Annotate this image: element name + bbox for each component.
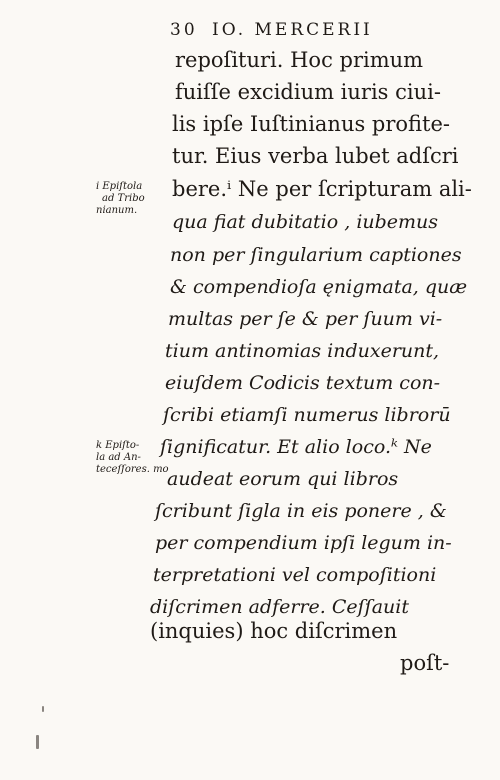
text-line: eiuſdem Codicis textum con-: [165, 372, 441, 394]
text-line: non per ſingularium captiones: [170, 244, 462, 266]
margin-note-line: teceſſores. mo: [96, 464, 169, 475]
text-line: tium antinomias induxerunt,: [165, 340, 440, 362]
text-line: fuiſſe excidium iuris ciui-: [175, 80, 441, 104]
text-line: tur. Eius verba lubet adſcri: [172, 144, 459, 168]
text-line: qua fiat dubitatio , iubemus: [172, 211, 439, 233]
text-line: multas per ſe & per ſuum vi-: [168, 308, 443, 330]
text-line: lis ipſe Iuſtinianus profite-: [172, 112, 451, 136]
text-line: poſt-: [400, 651, 450, 675]
margin-note-line: la ad An-: [96, 452, 141, 463]
margin-note: [96, 181, 145, 217]
text-line: ſignificatur. Et alio loco.ᵏ Ne: [160, 436, 432, 458]
text-line: terpretationi vel compoſitioni: [153, 564, 437, 586]
margin-note-line: ad Tribo: [102, 193, 145, 204]
ink-speck: [36, 735, 39, 749]
text-line: diſcrimen adferre. Ceſſauit: [150, 596, 409, 618]
text-line: & compendioſa ęnigmata, quæ: [170, 276, 468, 298]
text-line: bere.ⁱ Ne per ſcripturam ali-: [172, 177, 472, 201]
margin-note-line: i Epiſtola: [96, 181, 143, 192]
text-line: repoſituri. Hoc primum: [175, 48, 424, 72]
ink-speck: [42, 706, 44, 712]
text-line: (inquies) hoc diſcrimen: [150, 619, 398, 643]
text-line: ſcribi etiamſi numerus librorū: [163, 404, 451, 426]
margin-note-line: nianum.: [96, 205, 138, 216]
running-title: IO. MERCERII: [212, 20, 373, 40]
margin-note-line: k Epiſto-: [96, 440, 140, 451]
page-number: 30: [170, 20, 198, 40]
text-line: ſcribunt ſigla in eis ponere , &: [155, 500, 447, 522]
text-line: per compendium ipſi legum in-: [155, 532, 452, 554]
margin-note: [96, 440, 169, 476]
text-line: audeat eorum qui libros: [167, 468, 399, 490]
